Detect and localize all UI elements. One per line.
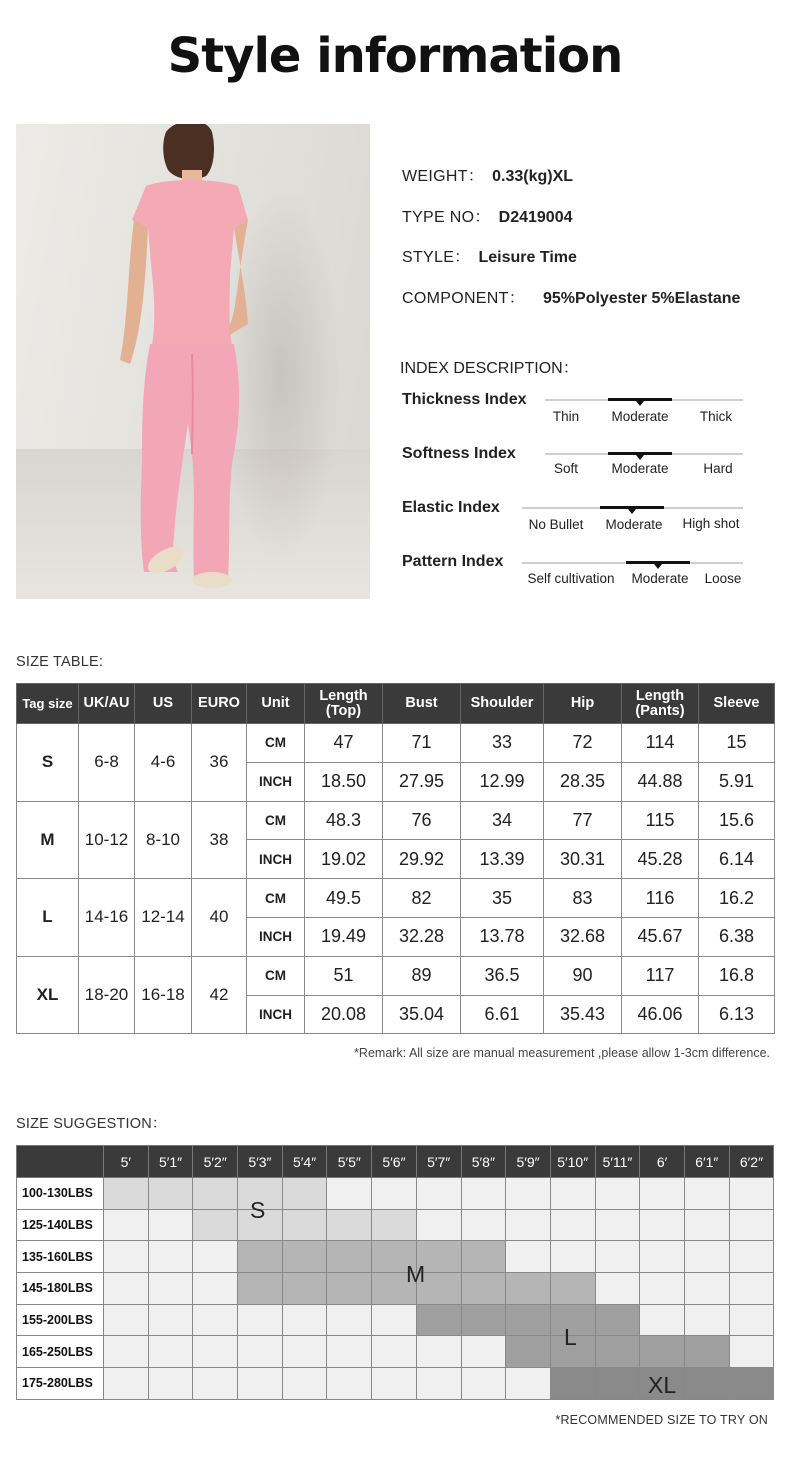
size-cell (684, 1241, 729, 1273)
elastic-index-pointer-icon (628, 509, 636, 514)
weight-label: 165-250LBS (17, 1336, 104, 1368)
style-row (402, 244, 577, 267)
page-title: Style information (167, 28, 623, 84)
euro-cell: 36 (192, 724, 247, 802)
size-cell (238, 1336, 283, 1368)
sleeve-cell: 6.14 (699, 840, 775, 879)
zone-label-s: S (250, 1197, 266, 1223)
size-cell (640, 1209, 685, 1241)
size-table (16, 683, 775, 1034)
size-cell (327, 1368, 372, 1400)
shoulder-cell: 13.39 (461, 840, 544, 879)
size-cell-l (640, 1336, 685, 1368)
size-cell (104, 1209, 149, 1241)
size-cell (640, 1304, 685, 1336)
size-cell (416, 1209, 461, 1241)
euro-cell: 38 (192, 801, 247, 879)
size-cell (372, 1304, 417, 1336)
size-cell (104, 1368, 149, 1400)
length-top-cell: 20.08 (305, 995, 383, 1034)
unit-cell: INCH (247, 762, 305, 801)
component-value: 95%Polyester 5%Elastane (543, 290, 741, 307)
shoulder-cell: 33 (461, 724, 544, 763)
weight-row (17, 1304, 774, 1336)
size-cell-l (506, 1304, 551, 1336)
height-header: 6′2″ (729, 1146, 774, 1178)
size-cell-l (416, 1304, 461, 1336)
size-cell (684, 1273, 729, 1305)
size-cell (148, 1336, 193, 1368)
size-cell (729, 1336, 774, 1368)
us-cell: 12-14 (135, 879, 192, 957)
weight-label: 175-280LBS (17, 1368, 104, 1400)
uk-au-cell: 10-12 (79, 801, 135, 879)
size-cell (550, 1178, 595, 1210)
size-cell (506, 1241, 551, 1273)
thickness-index-pointer-icon (636, 401, 644, 406)
component-label: COMPONENT： (402, 290, 525, 307)
size-cell-l (684, 1336, 729, 1368)
col-us: US (135, 684, 192, 724)
softness-index-label: Softness Index (402, 445, 516, 462)
tag-size-cell: S (17, 724, 79, 802)
size-cell (640, 1273, 685, 1305)
size-cell-m (282, 1273, 327, 1305)
bust-cell: 32.28 (383, 917, 461, 956)
height-header: 5′4″ (282, 1146, 327, 1178)
elastic-option-high-shot: High shot (682, 516, 740, 531)
size-cell (148, 1304, 193, 1336)
size-cell (193, 1241, 238, 1273)
hip-cell: 32.68 (544, 917, 622, 956)
height-header: 5′10″ (550, 1146, 595, 1178)
size-cell (550, 1209, 595, 1241)
size-cell (372, 1336, 417, 1368)
col-euro: EURO (192, 684, 247, 724)
shoulder-cell: 12.99 (461, 762, 544, 801)
col-sleeve: Sleeve (699, 684, 775, 724)
size-cell (104, 1304, 149, 1336)
height-header: 5′1″ (148, 1146, 193, 1178)
bust-cell: 71 (383, 724, 461, 763)
size-remark: *Remark: All size are manual measurement ,please allow 1-3cm difference. (354, 1046, 770, 1060)
size-cell-m (238, 1241, 283, 1273)
weight-row (17, 1241, 774, 1273)
size-cell (148, 1241, 193, 1273)
size-cell (148, 1209, 193, 1241)
size-cell (193, 1336, 238, 1368)
size-cell (372, 1368, 417, 1400)
thickness-option-thin: Thin (552, 409, 580, 424)
product-photo (16, 124, 370, 599)
size-cell (595, 1241, 640, 1273)
size-cell (595, 1273, 640, 1305)
size-cell-l (595, 1336, 640, 1368)
weight-row (17, 1209, 774, 1241)
size-suggestion-table (16, 1145, 774, 1400)
us-cell: 16-18 (135, 956, 192, 1034)
tag-size-cell: L (17, 879, 79, 957)
size-cell (595, 1178, 640, 1210)
size-cell-m (282, 1241, 327, 1273)
hip-cell: 90 (544, 956, 622, 995)
length-top-cell: 19.02 (305, 840, 383, 879)
weight-label: 145-180LBS (17, 1273, 104, 1305)
softness-index-pointer-icon (636, 455, 644, 460)
bust-cell: 76 (383, 801, 461, 840)
height-header: 6′ (640, 1146, 685, 1178)
length-top-cell: 49.5 (305, 879, 383, 918)
size-cell-s (104, 1178, 149, 1210)
weight-row (402, 163, 573, 186)
table-row (17, 879, 775, 918)
size-cell-s (282, 1209, 327, 1241)
size-cell (461, 1368, 506, 1400)
height-header: 5′9″ (506, 1146, 551, 1178)
bust-cell: 35.04 (383, 995, 461, 1034)
size-cell (729, 1178, 774, 1210)
size-cell (506, 1209, 551, 1241)
size-cell (193, 1304, 238, 1336)
size-cell-m (327, 1273, 372, 1305)
size-cell (416, 1368, 461, 1400)
size-cell (282, 1336, 327, 1368)
style-value: Leisure Time (478, 249, 577, 266)
unit-cell: CM (247, 801, 305, 840)
size-cell-s (193, 1209, 238, 1241)
pattern-option-self-cultivation: Self cultivation (527, 571, 615, 586)
length-top-cell: 18.50 (305, 762, 383, 801)
size-cell (327, 1304, 372, 1336)
size-cell (461, 1209, 506, 1241)
type-no-row (402, 204, 572, 227)
weight-label: WEIGHT： (402, 168, 485, 185)
weight-value: 0.33(kg)XL (492, 168, 574, 185)
size-cell-m (238, 1273, 283, 1305)
elastic-option-moderate: Moderate (605, 517, 663, 532)
size-cell-l (595, 1304, 640, 1336)
size-table-header-row (17, 684, 775, 724)
euro-cell: 40 (192, 879, 247, 957)
size-table-label: SIZE TABLE: (16, 654, 104, 670)
size-cell-m (327, 1241, 372, 1273)
size-cell (104, 1241, 149, 1273)
hip-cell: 77 (544, 801, 622, 840)
size-cell-xl (729, 1368, 774, 1400)
size-cell-m (506, 1273, 551, 1305)
size-cell-m (461, 1241, 506, 1273)
length-pants-cell: 117 (622, 956, 699, 995)
zone-label-xl: XL (648, 1372, 677, 1398)
pattern-option-loose: Loose (704, 571, 742, 586)
unit-cell: CM (247, 956, 305, 995)
height-header: 5′11″ (595, 1146, 640, 1178)
unit-cell: INCH (247, 917, 305, 956)
shoulder-cell: 13.78 (461, 917, 544, 956)
uk-au-cell: 18-20 (79, 956, 135, 1034)
length-pants-cell: 115 (622, 801, 699, 840)
type-no-label: TYPE NO： (402, 209, 491, 226)
size-cell (238, 1368, 283, 1400)
shoulder-cell: 36.5 (461, 956, 544, 995)
sleeve-cell: 15 (699, 724, 775, 763)
size-cell (595, 1209, 640, 1241)
size-cell (461, 1178, 506, 1210)
size-cell (282, 1304, 327, 1336)
col-hip: Hip (544, 684, 622, 724)
unit-cell: INCH (247, 995, 305, 1034)
size-cell (684, 1304, 729, 1336)
zone-label-m: M (406, 1261, 426, 1287)
bust-cell: 29.92 (383, 840, 461, 879)
shoulder-cell: 35 (461, 879, 544, 918)
elastic-option-no-bullet: No Bullet (528, 517, 584, 532)
height-header: 5′ (104, 1146, 149, 1178)
sleeve-cell: 16.8 (699, 956, 775, 995)
length-top-cell: 51 (305, 956, 383, 995)
height-header: 5′2″ (193, 1146, 238, 1178)
elastic-index-label: Elastic Index (402, 499, 500, 516)
tag-size-cell: XL (17, 956, 79, 1034)
length-top-cell: 47 (305, 724, 383, 763)
length-pants-cell: 45.28 (622, 840, 699, 879)
size-cell-s (372, 1209, 417, 1241)
shoulder-cell: 34 (461, 801, 544, 840)
size-cell (327, 1336, 372, 1368)
weight-row (17, 1273, 774, 1305)
length-top-cell: 19.49 (305, 917, 383, 956)
size-cell-s (282, 1178, 327, 1210)
size-cell (148, 1368, 193, 1400)
size-cell (550, 1241, 595, 1273)
component-row (402, 285, 740, 308)
height-header: 5′7″ (416, 1146, 461, 1178)
thickness-index-label: Thickness Index (402, 391, 527, 408)
hip-cell: 83 (544, 879, 622, 918)
weight-label: 155-200LBS (17, 1304, 104, 1336)
size-cell-xl (550, 1368, 595, 1400)
zone-label-l: L (564, 1324, 577, 1350)
hip-cell: 72 (544, 724, 622, 763)
length-top-cell: 48.3 (305, 801, 383, 840)
uk-au-cell: 14-16 (79, 879, 135, 957)
size-cell (729, 1304, 774, 1336)
size-cell (684, 1178, 729, 1210)
weight-row (17, 1178, 774, 1210)
size-cell-s (148, 1178, 193, 1210)
sleeve-cell: 6.38 (699, 917, 775, 956)
table-row (17, 801, 775, 840)
pattern-index-label: Pattern Index (402, 553, 504, 570)
size-cell (104, 1336, 149, 1368)
size-cell (640, 1178, 685, 1210)
col-length-top: Length (Top) (305, 684, 383, 724)
size-cell (148, 1273, 193, 1305)
length-pants-cell: 46.06 (622, 995, 699, 1034)
type-no-value: D2419004 (498, 209, 573, 226)
size-cell (640, 1241, 685, 1273)
size-cell (729, 1209, 774, 1241)
hip-cell: 35.43 (544, 995, 622, 1034)
softness-option-hard: Hard (703, 461, 733, 476)
weight-label: 100-130LBS (17, 1178, 104, 1210)
style-label: STYLE： (402, 249, 471, 266)
height-header: 5′8″ (461, 1146, 506, 1178)
size-cell (729, 1273, 774, 1305)
corner-cell (17, 1146, 104, 1178)
hip-cell: 30.31 (544, 840, 622, 879)
size-cell-xl (595, 1368, 640, 1400)
model-figure (16, 124, 370, 599)
height-header-row (17, 1146, 774, 1178)
length-pants-cell: 114 (622, 724, 699, 763)
col-unit: Unit (247, 684, 305, 724)
pattern-option-moderate: Moderate (631, 571, 689, 586)
bust-cell: 27.95 (383, 762, 461, 801)
height-header: 5′5″ (327, 1146, 372, 1178)
size-cell (238, 1304, 283, 1336)
size-cell (416, 1336, 461, 1368)
col-tag-size: Tag size (17, 684, 79, 724)
height-header: 5′6″ (372, 1146, 417, 1178)
bust-cell: 89 (383, 956, 461, 995)
col-bust: Bust (383, 684, 461, 724)
us-cell: 4-6 (135, 724, 192, 802)
pattern-index-pointer-icon (654, 564, 662, 569)
size-cell (416, 1178, 461, 1210)
size-cell-l (461, 1304, 506, 1336)
size-cell (193, 1368, 238, 1400)
size-cell (282, 1368, 327, 1400)
height-header: 5′3″ (238, 1146, 283, 1178)
weight-label: 135-160LBS (17, 1241, 104, 1273)
weight-row (17, 1336, 774, 1368)
thickness-option-moderate: Moderate (611, 409, 669, 424)
size-cell-m (550, 1273, 595, 1305)
height-header: 6′1″ (684, 1146, 729, 1178)
size-suggestion-label: SIZE SUGGESTION： (16, 1116, 167, 1132)
size-cell (327, 1178, 372, 1210)
softness-option-moderate: Moderate (611, 461, 669, 476)
size-cell-m (461, 1273, 506, 1305)
sleeve-cell: 15.6 (699, 801, 775, 840)
euro-cell: 42 (192, 956, 247, 1034)
size-cell-l (506, 1336, 551, 1368)
shoulder-cell: 6.61 (461, 995, 544, 1034)
sleeve-cell: 6.13 (699, 995, 775, 1034)
length-pants-cell: 45.67 (622, 917, 699, 956)
thickness-option-thick: Thick (699, 409, 733, 424)
table-row (17, 724, 775, 763)
size-cell (461, 1336, 506, 1368)
index-description-heading: INDEX DESCRIPTION： (400, 360, 579, 377)
size-cell-s (327, 1209, 372, 1241)
size-cell (506, 1178, 551, 1210)
size-cell (104, 1273, 149, 1305)
size-cell-xl (684, 1368, 729, 1400)
col-length-pants: Length (Pants) (622, 684, 699, 724)
us-cell: 8-10 (135, 801, 192, 879)
uk-au-cell: 6-8 (79, 724, 135, 802)
unit-cell: CM (247, 724, 305, 763)
size-cell-s (193, 1178, 238, 1210)
unit-cell: CM (247, 879, 305, 918)
size-cell (372, 1178, 417, 1210)
hip-cell: 28.35 (544, 762, 622, 801)
tag-size-cell: M (17, 801, 79, 879)
size-cell (193, 1273, 238, 1305)
sleeve-cell: 16.2 (699, 879, 775, 918)
weight-label: 125-140LBS (17, 1209, 104, 1241)
length-pants-cell: 116 (622, 879, 699, 918)
col-uk-au: UK/AU (79, 684, 135, 724)
table-row (17, 956, 775, 995)
recommend-note: *RECOMMENDED SIZE TO TRY ON (555, 1413, 768, 1427)
softness-option-soft: Soft (553, 461, 579, 476)
size-cell (684, 1209, 729, 1241)
size-cell (729, 1241, 774, 1273)
size-cell (506, 1368, 551, 1400)
length-pants-cell: 44.88 (622, 762, 699, 801)
col-shoulder: Shoulder (461, 684, 544, 724)
unit-cell: INCH (247, 840, 305, 879)
sleeve-cell: 5.91 (699, 762, 775, 801)
bust-cell: 82 (383, 879, 461, 918)
